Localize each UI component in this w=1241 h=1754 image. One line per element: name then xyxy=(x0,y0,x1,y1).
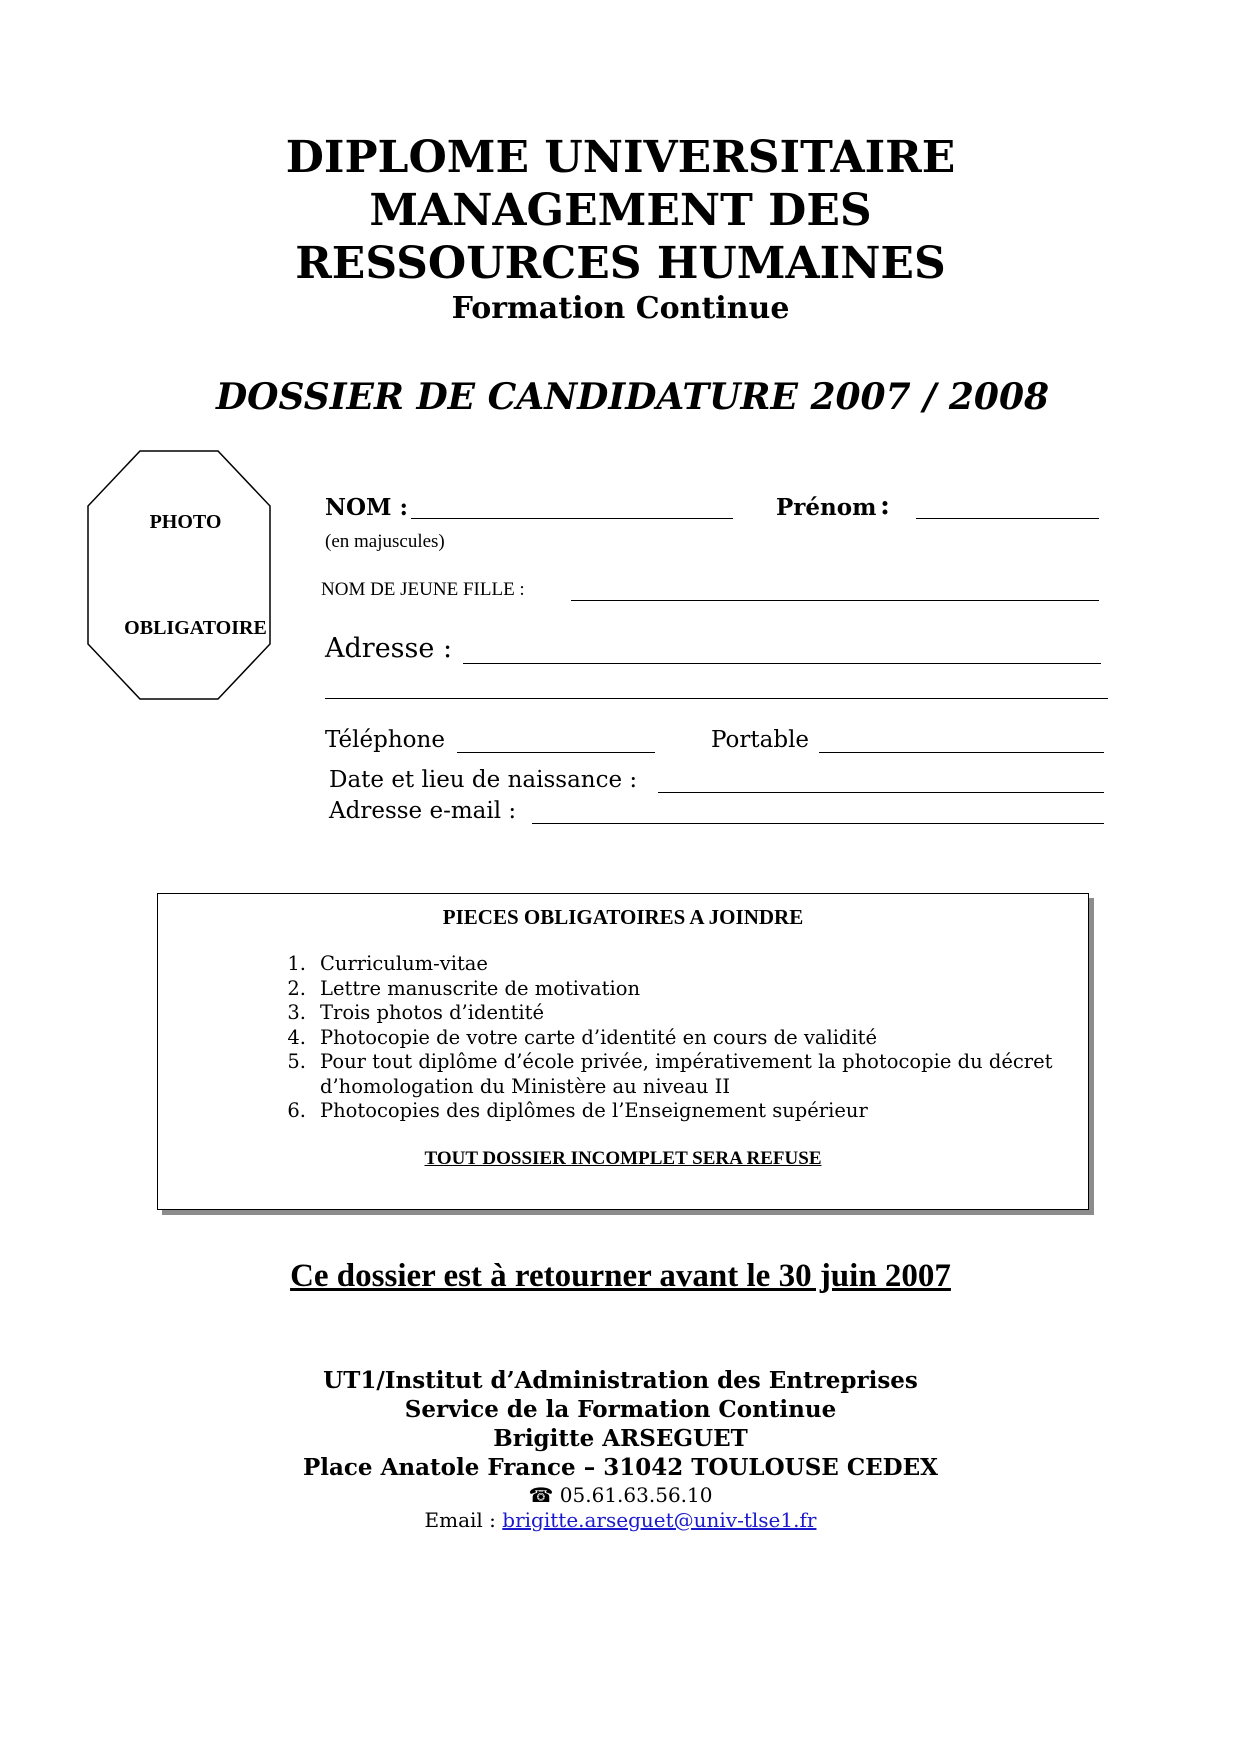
phone-number: 05.61.63.56.10 xyxy=(559,1483,713,1507)
pieces-item-number: 4. xyxy=(287,1025,306,1049)
address-line-3: Brigitte ARSEGUET xyxy=(493,1425,748,1452)
prenom-field[interactable] xyxy=(916,518,1099,519)
incomplete-warning: TOUT DOSSIER INCOMPLET SERA REFUSE xyxy=(424,1148,822,1169)
adresse-field-1[interactable] xyxy=(463,663,1101,664)
title-line-1: DIPLOME UNIVERSITAIRE xyxy=(285,132,956,183)
address-line-4: Place Anatole France – 31042 TOULOUSE CEDEX xyxy=(302,1454,938,1481)
pieces-item-text: Photocopie de votre carte d’identité en cours de validité xyxy=(320,1025,878,1049)
email-line xyxy=(0,1508,1241,1533)
nom-field[interactable] xyxy=(411,518,733,519)
adresse-label: Adresse : xyxy=(325,633,453,664)
prenom-label: Prénom xyxy=(776,494,877,521)
pieces-item xyxy=(282,1050,1082,1099)
pieces-item-text: Photocopies des diplômes de l’Enseignement supérieur xyxy=(320,1099,868,1122)
phone-icon: ☎ xyxy=(528,1483,554,1507)
prenom-colon: : xyxy=(880,490,890,521)
phone-line xyxy=(0,1483,1241,1508)
email-label: Adresse e-mail : xyxy=(329,798,517,824)
portable-label: Portable xyxy=(711,727,810,753)
naissance-label: Date et lieu de naissance : xyxy=(329,767,638,793)
deadline: Ce dossier est à retourner avant le 30 juin 2007 xyxy=(290,1258,951,1294)
pieces-item-text: d’homologation du Ministère au niveau II xyxy=(320,1074,731,1098)
pieces-item-text: Pour tout diplôme d’école privée, impérativement la photocopie du décret xyxy=(320,1050,1053,1073)
pieces-item xyxy=(282,977,1082,1002)
pieces-item-number: 2. xyxy=(287,976,306,1000)
title-line-2: MANAGEMENT DES xyxy=(369,185,872,236)
pieces-item-number: 5. xyxy=(287,1050,306,1073)
obligatoire-label: OBLIGATOIRE xyxy=(124,617,267,639)
pieces-item-number: 1. xyxy=(287,952,306,975)
pieces-item-text: Trois photos d’identité xyxy=(320,1001,545,1024)
email-link[interactable]: brigitte.arseguet@univ-tlse1.fr xyxy=(502,1508,817,1532)
pieces-list xyxy=(282,952,1082,1124)
adresse-field-2[interactable] xyxy=(325,698,1108,699)
address-line-2: Service de la Formation Continue xyxy=(404,1396,837,1423)
pieces-item-number: 6. xyxy=(287,1099,306,1122)
photo-label: PHOTO xyxy=(149,511,222,533)
email-field[interactable] xyxy=(532,823,1104,824)
pieces-item-number: 3. xyxy=(287,1001,306,1024)
address-line-1: UT1/Institut d’Administration des Entreprises xyxy=(323,1367,918,1394)
jeune-fille-label: NOM DE JEUNE FILLE : xyxy=(321,579,525,600)
telephone-label: Téléphone xyxy=(325,727,445,753)
pieces-title: PIECES OBLIGATOIRES A JOINDRE xyxy=(442,905,804,929)
naissance-field[interactable] xyxy=(658,792,1104,793)
pieces-item xyxy=(282,952,1082,977)
title-line-3: RESSOURCES HUMAINES xyxy=(295,238,946,289)
nom-label: NOM : xyxy=(325,494,409,521)
pieces-item xyxy=(282,1026,1082,1051)
subtitle: Formation Continue xyxy=(451,291,790,326)
pieces-item xyxy=(282,1001,1082,1026)
email-contact-label: Email : xyxy=(424,1508,496,1532)
pieces-item-text: Lettre manuscrite de motivation xyxy=(320,976,641,1000)
portable-field[interactable] xyxy=(819,752,1104,753)
pieces-item-text: Curriculum-vitae xyxy=(320,952,488,975)
dossier-title: DOSSIER DE CANDIDATURE 2007 / 2008 xyxy=(215,376,1050,418)
telephone-field[interactable] xyxy=(457,752,655,753)
photo-octagon xyxy=(87,450,271,700)
jeune-fille-field[interactable] xyxy=(571,600,1099,601)
pieces-item xyxy=(282,1099,1082,1124)
majuscules-note: (en majuscules) xyxy=(325,531,445,552)
